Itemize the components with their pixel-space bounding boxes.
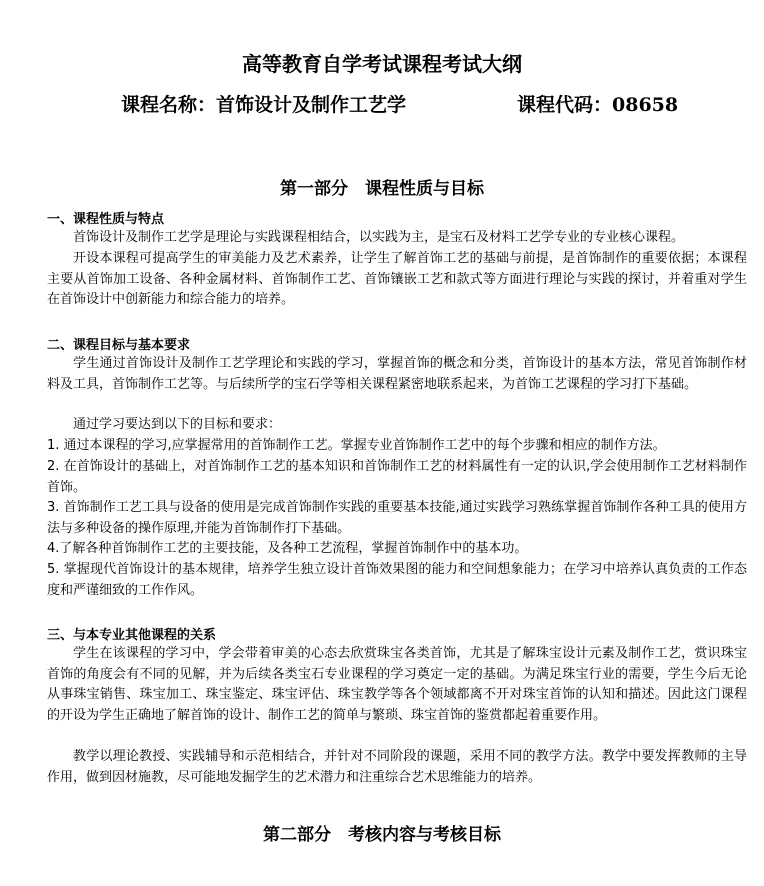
- list-item: 4.了解各种首饰制作工艺的主要技能，及各种工艺流程，掌握首饰制作中的基本功。: [47, 541, 528, 556]
- section1-paragraph-1: 首饰设计及制作工艺学是理论与实践课程相结合，以实践为主，是宝石及材料工艺学专业的专业核心课程。: [73, 230, 685, 245]
- list-item: 5. 掌握现代首饰设计的基本规律，培养学生独立设计首饰效果图的能力和空间想象能力；在学习中培养认真负责的工作态度和严谨细致的工作作风。: [47, 562, 747, 598]
- section1-heading: 一、课程性质与特点: [47, 212, 165, 227]
- list-item: 2. 在首饰设计的基础上，对首饰制作工艺的基本知识和首饰制作工艺的材料属性有一定的认识,学会使用制作工艺材料制作首饰。: [47, 459, 747, 495]
- section2-heading: 二、课程目标与基本要求: [47, 338, 191, 353]
- course-name: 课程名称：首饰设计及制作工艺学: [121, 94, 407, 116]
- course-code: 课程代码：08658: [517, 94, 679, 116]
- section1-paragraph-2: 开设本课程可提高学生的审美能力及艺术素养，让学生了解首饰工艺的基础与前提，是首饰制作的重要依据；本课程主要从首饰加工设备、各种金属材料、首饰制作工艺、首饰镶嵌工艺和款式等方面进行理论与实践的探讨，并着重对学生在首饰设计中创新能力和综合能力的培养。: [47, 251, 747, 307]
- section2-paragraph-2: 通过学习要达到以下的目标和要求：: [73, 417, 282, 432]
- part1-title: 第一部分 课程性质与目标: [280, 179, 484, 199]
- list-item: 3. 首饰制作工艺工具与设备的使用是完成首饰制作实践的重要基本技能,通过实践学习熟练掌握首饰制作各种工具的使用方法与多种设备的操作原理,并能为首饰制作打下基础。: [47, 500, 747, 536]
- document-title: 高等教育自学考试课程考试大纲: [242, 52, 522, 76]
- section3-paragraph-1: 学生在该课程的学习中，学会带着审美的心态去欣赏珠宝各类首饰，尤其是了解珠宝设计元素及制作工艺，赏识珠宝首饰的角度会有不同的见解，并为后续各类宝石专业课程的学习奠定一定的基础。为满足珠宝行业的需要，学生今后无论从事珠宝销售、珠宝加工、珠宝鉴定、珠宝评估、珠宝教学等各个领域都离不开对珠宝首饰的认知和描述。因此这门课程的开设为学生正确地了解首饰的设计、制作工艺的简单与繁琐、珠宝首饰的鉴赏都起着重要作用。: [47, 646, 747, 723]
- section3-heading: 三、与本专业其他课程的关系: [47, 628, 217, 643]
- section2-paragraph-1: 学生通过首饰设计及制作工艺学理论和实践的学习，掌握首饰的概念和分类，首饰设计的基本方法，常见首饰制作材料及工具，首饰制作工艺等。与后续所学的宝石学等相关课程紧密地联系起来，为首饰工艺课程的学习打下基础。: [47, 356, 747, 392]
- list-item: 1. 通过本课程的学习,应掌握常用的首饰制作工艺。掌握专业首饰制作工艺中的每个步骤和相应的制作方法。: [47, 438, 666, 453]
- course-line: [121, 90, 679, 117]
- section3-paragraph-2: 教学以理论教授、实践辅导和示范相结合，并针对不同阶段的课题，采用不同的教学方法。教学中要发挥教师的主导作用，做到因材施教，尽可能地发掘学生的艺术潜力和注重综合艺术思维能力的培养。: [47, 749, 747, 785]
- part2-title: 第二部分 考核内容与考核目标: [263, 825, 501, 845]
